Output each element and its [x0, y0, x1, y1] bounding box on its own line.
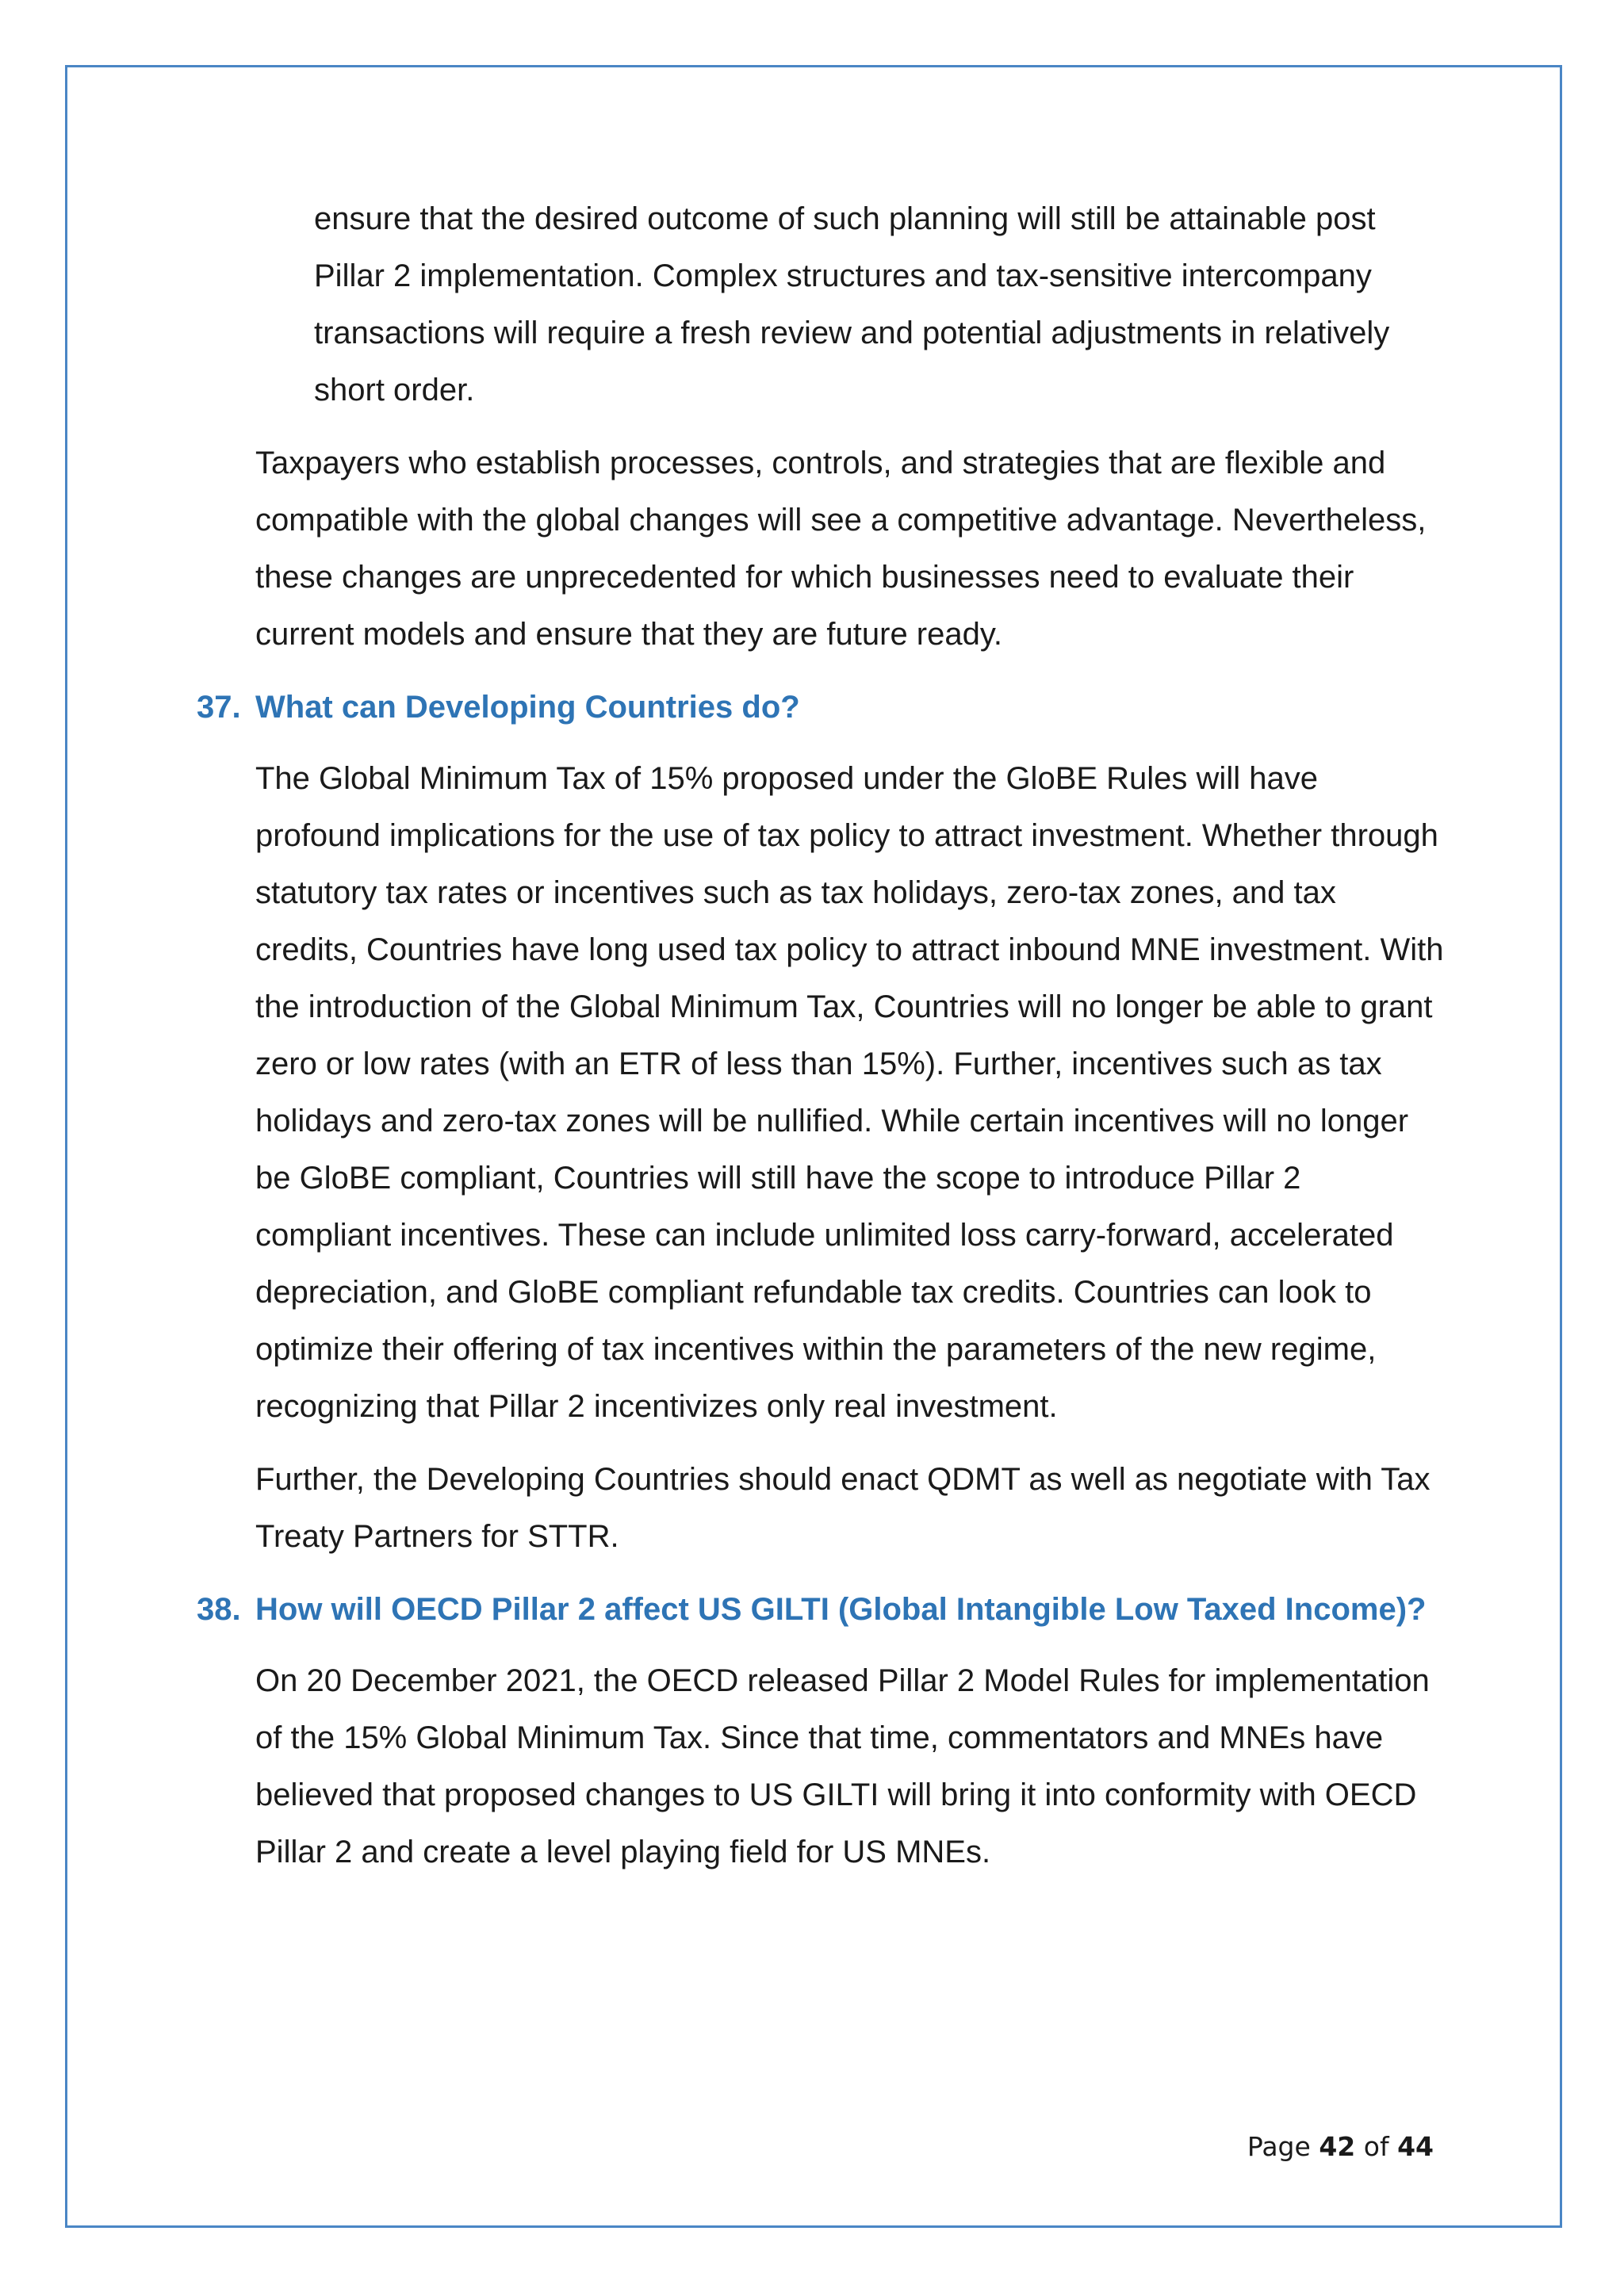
of-label: of [1363, 2131, 1389, 2162]
heading-38 [197, 1581, 1445, 1638]
heading-37 [197, 679, 1445, 736]
total-pages: 44 [1397, 2131, 1434, 2162]
heading-37-text: What can Developing Countries do? [255, 690, 800, 725]
heading-37-number: 37. [197, 690, 241, 725]
page-label: Page [1247, 2131, 1311, 2162]
paragraph-continuation: ensure that the desired outcome of such planning will still be attainable post Pillar 2 implementation. Complex structures and tax-sensitive intercompany transactions will require a fresh review and potential adjustments in relatively short order. [314, 201, 1390, 408]
heading-38-text: How will OECD Pillar 2 affect US GILTI (Global Intangible Low Taxed Income)? [255, 1592, 1427, 1627]
paragraph-global-minimum-tax: The Global Minimum Tax of 15% proposed under the GloBE Rules will have profound implications for the use of tax policy to attract investment. Whether through statutory tax rates or incentives such as tax holidays, zero-tax zones, and tax credits, Countries have long used tax policy to attract inbound MNE investment. With the introduction of the Global Minimum Tax, Countries will no longer be able to grant zero or low rates (with an ETR of less than 15%). Further, incentives such as tax holidays and zero-tax zones will be nullified. While certain incentives will no longer be GloBE compliant, Countries will still have the scope to introduce Pillar 2 compliant incentives. These can include unlimited loss carry-forward, accelerated depreciation, and GloBE compliant refundable tax credits. Countries can look to optimize their offering of tax incentives within the parameters of the new regime, recognizing that Pillar 2 incentivizes only real investment. [255, 761, 1444, 1424]
paragraph-taxpayers: Taxpayers who establish processes, controls, and strategies that are flexible and compatible with the global changes will see a competitive advantage. Nevertheless, these changes are unprecedented for which businesses need to evaluate their current models and ensure that they are future ready. [255, 446, 1427, 652]
paragraph-developing-countries: Further, the Developing Countries should enact QDMT as well as negotiate with Tax Treaty Partners for STTR. [255, 1462, 1431, 1554]
paragraph-oecd-model-rules: On 20 December 2021, the OECD released Pillar 2 Model Rules for implementation of the 15% Global Minimum Tax. Since that time, commentators and MNEs have believed that proposed changes to US GILTI will bring it into conformity with OECD Pillar 2 and create a level playing field for US MNEs. [255, 1663, 1430, 1869]
heading-38-number: 38. [197, 1592, 241, 1627]
document-body [197, 190, 1445, 1896]
current-page: 42 [1319, 2131, 1356, 2162]
page-number [1247, 2131, 1434, 2162]
